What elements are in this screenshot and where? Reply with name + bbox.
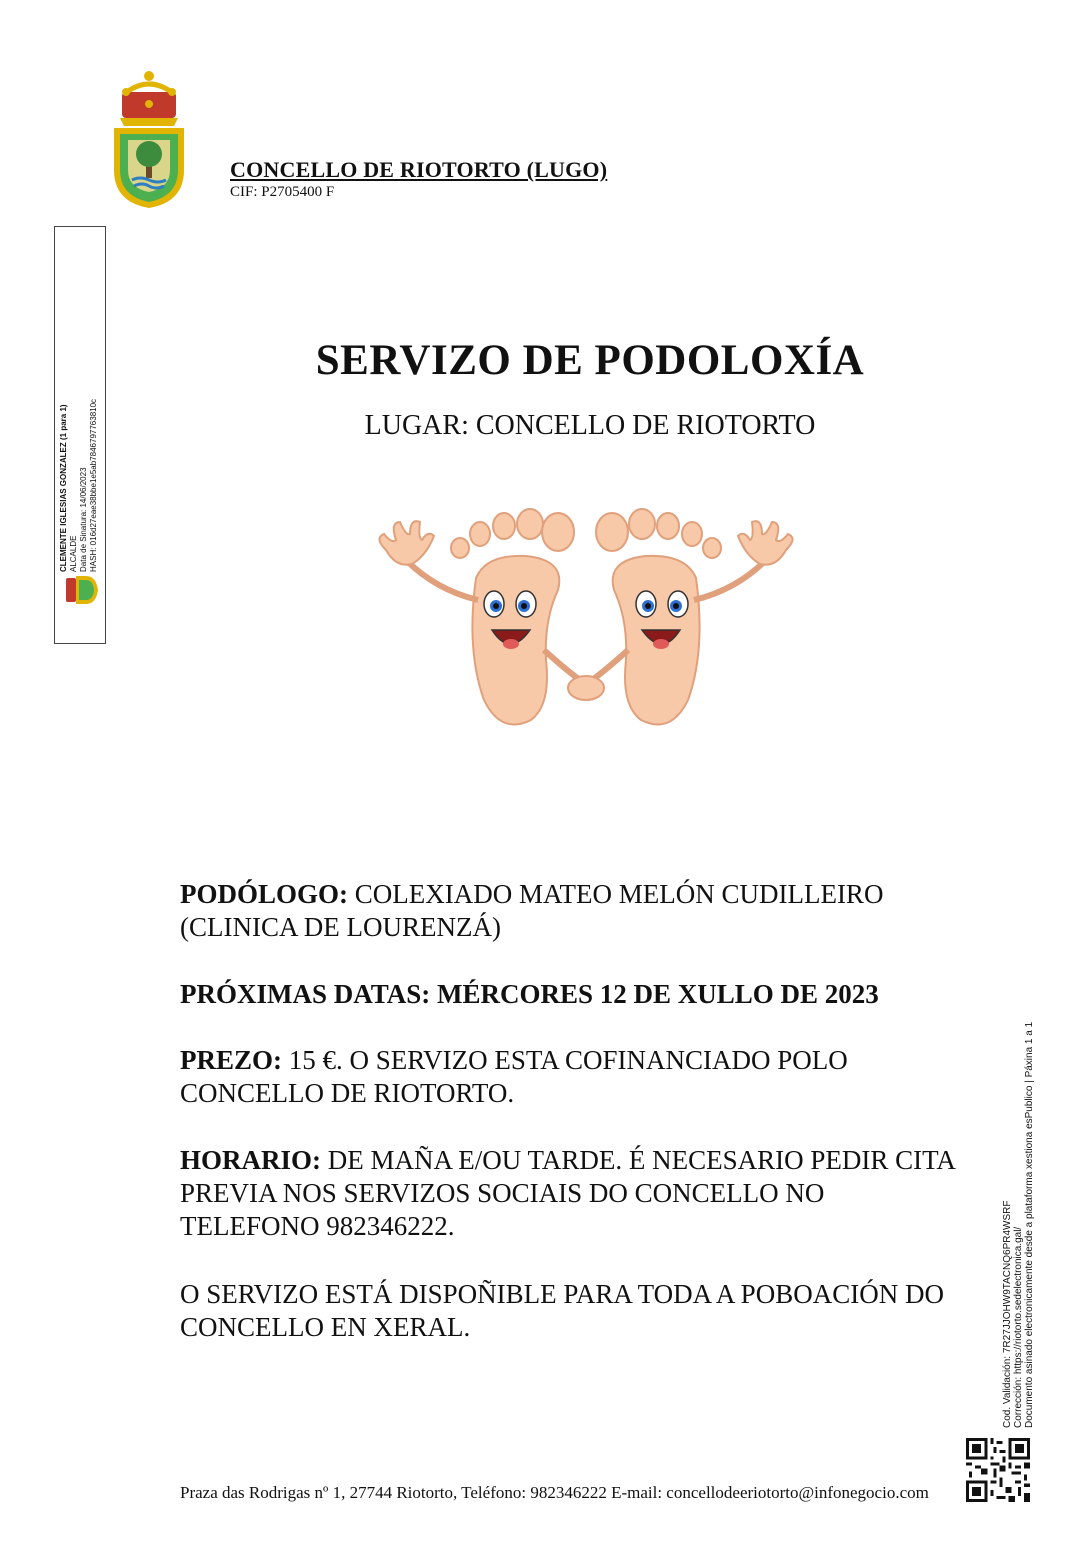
coat-of-arms-icon <box>106 70 192 210</box>
podiatrist-paragraph <box>180 878 970 944</box>
validation-signed-note: Documento asinado electronicamente desde a plataforma xestiona esPublico | Páxina 1 a 1 <box>1024 1021 1035 1428</box>
validation-text <box>1002 968 1035 1428</box>
validation-verify-url: Corrección: https://riotorto.sedelectronica.gal/ <box>1013 1226 1024 1428</box>
qr-code <box>966 1438 1030 1502</box>
next-dates-paragraph: PRÓXIMAS DATAS: MÉRCORES 12 DE XULLO DE 2023 <box>180 979 879 1009</box>
footer-address: Praza das Rodrigas nº 1, 27744 Riotorto, Teléfono: 982346222 E-mail: concellodeeriotorto@infonegocio.com <box>180 1483 929 1502</box>
stamp-hash: HASH: 016d27eae38bbe1e5ab7846797763810c <box>89 398 98 572</box>
price-paragraph <box>180 1044 970 1110</box>
podiatrist-text: COLEXIADO MATEO MELÓN CUDILLEIRO (CLINICA DE LOURENZÁ) <box>180 879 884 942</box>
podiatrist-label: PODÓLOGO: <box>180 879 348 909</box>
schedule-text: DE MAÑA E/OU TARDE. É NECESARIO PEDIR CITA PREVIA NOS SERVIZOS SOCIAIS DO CONCELLO NO TELEFONO 982346222. <box>180 1145 955 1241</box>
stamp-role: ALCALDE <box>69 535 78 572</box>
place-subtitle: LUGAR: CONCELLO DE RIOTORTO <box>364 410 816 441</box>
stamp-date: Data de Sinatura: 14/06/2023 <box>79 467 88 572</box>
page-title: SERVIZO DE PODOLOXÍA <box>315 337 865 384</box>
stamp-signer: CLEMENTE IGLESIAS GONZALEZ (1 para 1) <box>59 404 68 572</box>
price-label: PREZO: <box>180 1045 283 1075</box>
price-text: 15 €. O SERVIZO ESTA COFINANCIADO POLO CONCELLO DE RIOTORTO. <box>180 1045 848 1108</box>
organization-name: CONCELLO DE RIOTORTO (LUGO) <box>230 157 608 182</box>
schedule-label: HORARIO: <box>180 1145 321 1175</box>
availability-paragraph: O SERVIZO ESTÁ DISPOÑIBLE PARA TODA A POBOACIÓN DO CONCELLO EN XERAL. <box>180 1279 944 1342</box>
happy-feet-illustration <box>366 500 806 740</box>
organization-cif: CIF: P2705400 F <box>230 184 335 200</box>
stamp-coat-of-arms-icon <box>61 573 101 607</box>
validation-code: Cod. Validación: 7R27JJOHW9TACNQ6PR4WSRF <box>1002 1200 1013 1428</box>
schedule-paragraph <box>180 1144 970 1243</box>
